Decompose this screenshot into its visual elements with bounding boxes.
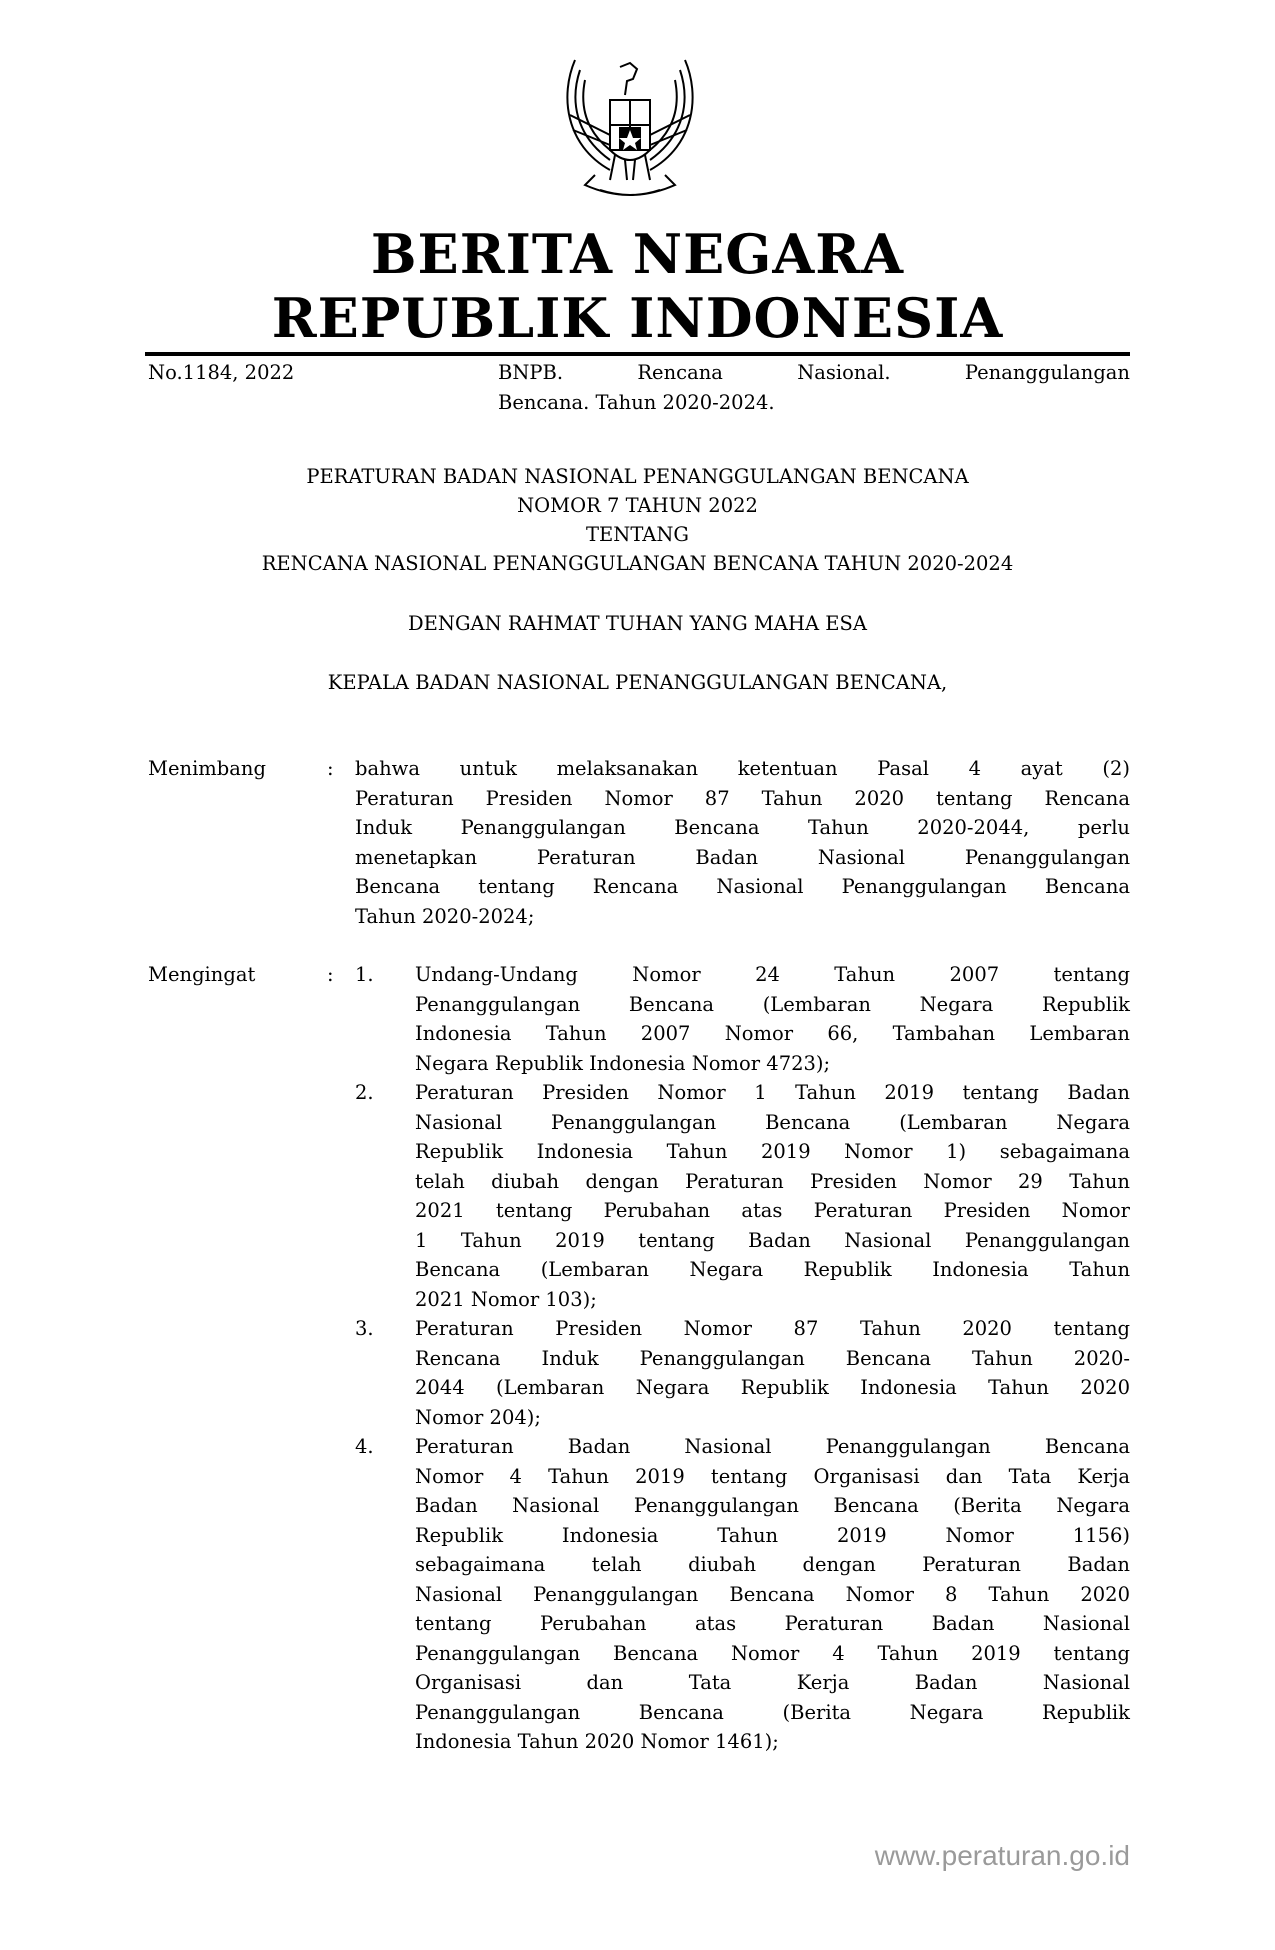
text-line: 2021 tentang Perubahan atas Peraturan Presiden Nomor bbox=[415, 1199, 1130, 1222]
text-line: 2021 Nomor 103); bbox=[415, 1287, 597, 1311]
mengingat-item bbox=[355, 1314, 1130, 1432]
item-number: 4. bbox=[355, 1435, 374, 1458]
text-line: Peraturan Badan Nasional Penanggulangan Bencana bbox=[415, 1435, 1130, 1458]
text-line: Negara Republik Indonesia Nomor 4723); bbox=[415, 1051, 831, 1075]
subject-line: BNPB. Rencana Nasional. Penanggulangan bbox=[498, 361, 1130, 384]
text-line: Republik Indonesia Tahun 2019 Nomor 1156) bbox=[415, 1523, 1130, 1547]
mengingat-item bbox=[355, 1078, 1130, 1314]
text-line: Bencana tentang Rencana Nasional Penanggulangan Bencana bbox=[355, 875, 1130, 898]
text-line: Rencana Induk Penanggulangan Bencana Tahun 2020- bbox=[415, 1346, 1130, 1370]
text-line: Penanggulangan Bencana (Lembaran Negara Republik bbox=[415, 992, 1130, 1016]
text-line: 1 Tahun 2019 tentang Badan Nasional Penanggulangan bbox=[415, 1228, 1130, 1252]
invocation: DENGAN RAHMAT TUHAN YANG MAHA ESA bbox=[408, 612, 867, 635]
mengingat-list bbox=[355, 960, 1130, 1757]
text-line: Penanggulangan Bencana (Berita Negara Republik bbox=[415, 1700, 1130, 1724]
text-line: sebagaimana telah diubah dengan Peraturan Badan bbox=[415, 1553, 1130, 1576]
text-line: Nomor 204); bbox=[415, 1405, 541, 1429]
title-divider bbox=[145, 352, 1130, 356]
text-line: Penanggulangan Bencana Nomor 4 Tahun 2019 tentang bbox=[415, 1641, 1130, 1665]
text-line: Peraturan Presiden Nomor 1 Tahun 2019 tentang Badan bbox=[415, 1081, 1130, 1104]
text-line: Republik Indonesia Tahun 2019 Nomor 1) sebagaimana bbox=[415, 1140, 1130, 1163]
text-line: Nasional Penanggulangan Bencana Nomor 8 Tahun 2020 bbox=[415, 1582, 1130, 1606]
menimbang-text bbox=[355, 754, 1130, 931]
watermark: www.peraturan.go.id bbox=[874, 1840, 1130, 1871]
text-line: Undang-Undang Nomor 24 Tahun 2007 tentang bbox=[415, 963, 1130, 986]
text-line: Organisasi dan Tata Kerja Badan Nasional bbox=[415, 1671, 1130, 1694]
gazette-number: No.1184, 2022 bbox=[148, 361, 295, 384]
text-line: Induk Penanggulangan Bencana Tahun 2020-2044, perlu bbox=[355, 816, 1130, 839]
text-line: bahwa untuk melaksanakan ketentuan Pasal 4 ayat (2) bbox=[355, 757, 1130, 780]
regulation-heading-3: TENTANG bbox=[586, 523, 689, 546]
subject-line: Bencana. Tahun 2020-2024. bbox=[498, 390, 775, 414]
text-line: Indonesia Tahun 2020 Nomor 1461); bbox=[415, 1730, 779, 1753]
text-line: 2044 (Lembaran Negara Republik Indonesia Tahun 2020 bbox=[415, 1376, 1130, 1399]
text-line: Indonesia Tahun 2007 Nomor 66, Tambahan Lembaran bbox=[415, 1022, 1130, 1045]
regulation-heading-4: RENCANA NASIONAL PENANGGULANGAN BENCANA TAHUN 2020-2024 bbox=[261, 552, 1014, 575]
regulation-heading-1: PERATURAN BADAN NASIONAL PENANGGULANGAN BENCANA bbox=[306, 465, 969, 488]
mengingat-colon: : bbox=[327, 963, 334, 986]
garuda-emblem-icon bbox=[555, 55, 705, 210]
gazette-title-line1: BERITA NEGARA bbox=[370, 222, 905, 286]
text-line: Nasional Penanggulangan Bencana (Lembaran Negara bbox=[415, 1110, 1130, 1134]
text-line: telah diubah dengan Peraturan Presiden Nomor 29 Tahun bbox=[415, 1169, 1130, 1193]
item-number: 2. bbox=[355, 1081, 374, 1104]
item-number: 3. bbox=[355, 1317, 374, 1340]
text-line: Nomor 4 Tahun 2019 tentang Organisasi dan Tata Kerja bbox=[415, 1464, 1130, 1488]
menimbang-label: Menimbang bbox=[148, 757, 266, 780]
text-line: Badan Nasional Penanggulangan Bencana (Berita Negara bbox=[415, 1494, 1130, 1517]
text-line: Tahun 2020-2024; bbox=[355, 904, 535, 928]
menimbang-colon: : bbox=[327, 757, 334, 780]
item-number: 1. bbox=[355, 963, 374, 986]
text-line: tentang Perubahan atas Peraturan Badan Nasional bbox=[415, 1612, 1130, 1635]
authority: KEPALA BADAN NASIONAL PENANGGULANGAN BENCANA, bbox=[327, 671, 948, 694]
regulation-heading-2: NOMOR 7 TAHUN 2022 bbox=[517, 494, 758, 517]
mengingat-item bbox=[355, 1432, 1130, 1757]
text-line: menetapkan Peraturan Badan Nasional Penanggulangan bbox=[355, 845, 1130, 869]
gazette-subject bbox=[498, 358, 1130, 417]
mengingat-item bbox=[355, 960, 1130, 1078]
text-line: Peraturan Presiden Nomor 87 Tahun 2020 tentang Rencana bbox=[355, 786, 1130, 810]
text-line: Bencana (Lembaran Negara Republik Indonesia Tahun bbox=[415, 1258, 1130, 1281]
text-line: Peraturan Presiden Nomor 87 Tahun 2020 tentang bbox=[415, 1317, 1130, 1340]
gazette-title-line2: REPUBLIK INDONESIA bbox=[271, 286, 1004, 350]
mengingat-label: Mengingat bbox=[148, 963, 256, 986]
